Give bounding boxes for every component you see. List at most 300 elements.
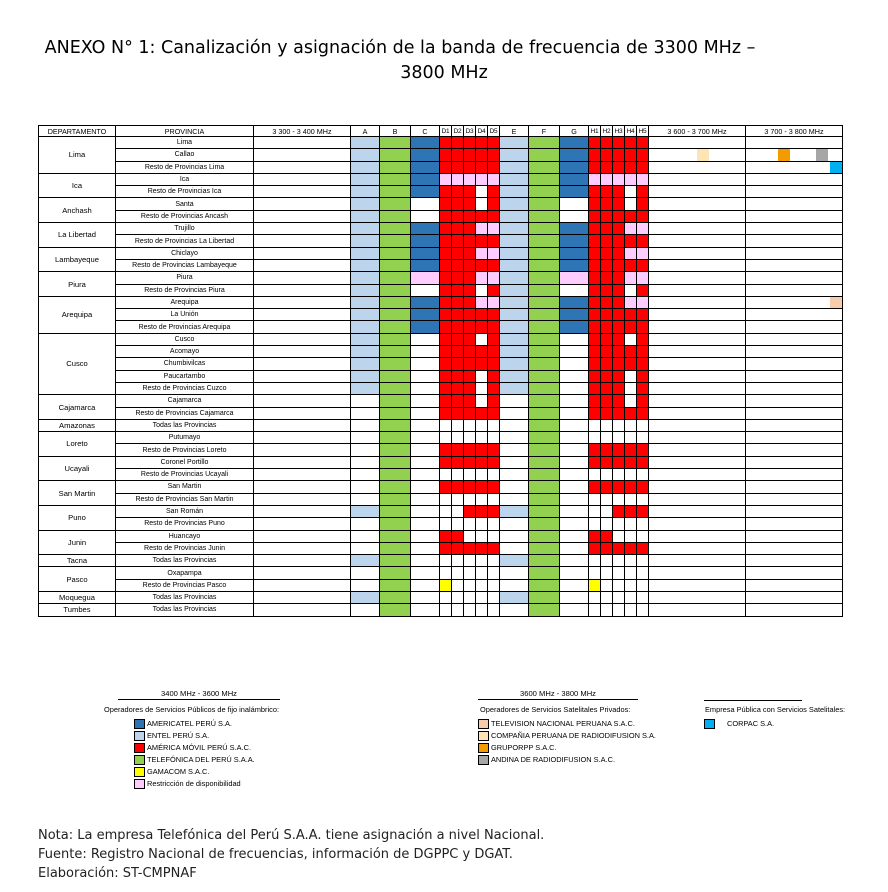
channel-cell (529, 370, 560, 382)
channel-cell (500, 530, 529, 542)
channel-cell (452, 505, 464, 517)
channel-cell (529, 161, 560, 173)
band-extra-cell (746, 382, 843, 394)
table-row (39, 235, 843, 247)
band-extra-cell (649, 530, 746, 542)
band-extra-cell (746, 395, 843, 407)
channel-cell (601, 395, 613, 407)
channel-cell (601, 272, 613, 284)
channel-cell (613, 321, 625, 333)
channel-cell (476, 198, 488, 210)
channel-cell (440, 210, 452, 222)
table-row (39, 591, 843, 603)
channel-cell (380, 395, 411, 407)
legend-swatch (134, 743, 145, 753)
title-line-2: 3800 MHz (400, 63, 488, 83)
department-cell: Tumbes (39, 604, 116, 616)
band-3300-3400-cell (254, 469, 351, 481)
channel-cell (625, 358, 637, 370)
channel-cell (440, 493, 452, 505)
band-3300-3400-cell (254, 346, 351, 358)
channel-cell (589, 247, 601, 259)
channel-cell (500, 518, 529, 530)
table-row (39, 469, 843, 481)
channel-cell (440, 259, 452, 271)
operator-marker (830, 162, 842, 173)
channel-cell (529, 309, 560, 321)
band-3300-3400-cell (254, 555, 351, 567)
channel-cell (589, 296, 601, 308)
channel-cell (351, 186, 380, 198)
table-row (39, 198, 843, 210)
channel-cell (637, 518, 649, 530)
channel-cell (601, 284, 613, 296)
channel-cell (589, 591, 601, 603)
department-cell: Cajamarca (39, 395, 116, 420)
channel-cell (500, 456, 529, 468)
channel-cell (637, 247, 649, 259)
legend-label: GRUPORPP S.A.C. (491, 743, 557, 752)
channel-cell (500, 284, 529, 296)
province-cell: Piura (116, 272, 254, 284)
band-extra-cell (649, 493, 746, 505)
channel-cell (380, 469, 411, 481)
channel-cell (488, 469, 500, 481)
band-extra-cell (649, 604, 746, 616)
channel-cell (589, 149, 601, 161)
band-3300-3400-cell (254, 223, 351, 235)
department-cell: Piura (39, 272, 116, 297)
band-3300-3400-cell (254, 333, 351, 345)
channel-cell (351, 555, 380, 567)
channel-cell (500, 419, 529, 431)
channel-cell (625, 530, 637, 542)
channel-cell (589, 346, 601, 358)
channel-cell (560, 137, 589, 149)
province-cell: Huancayo (116, 530, 254, 542)
channel-cell (601, 579, 613, 591)
channel-cell (529, 481, 560, 493)
channel-cell (452, 542, 464, 554)
channel-cell (380, 518, 411, 530)
channel-cell (380, 493, 411, 505)
channel-cell (589, 161, 601, 173)
channel-cell (637, 591, 649, 603)
frequency-allocation-table (38, 125, 843, 617)
channel-cell (351, 542, 380, 554)
band-extra-cell (746, 137, 843, 149)
channel-cell (625, 555, 637, 567)
channel-cell (351, 419, 380, 431)
channel-cell (452, 259, 464, 271)
band-extra-cell (746, 456, 843, 468)
channel-cell (440, 518, 452, 530)
channel-cell (452, 223, 464, 235)
channel-cell (560, 259, 589, 271)
legend-left-title: 3400 MHz - 3600 MHz (118, 689, 280, 700)
channel-cell (500, 333, 529, 345)
channel-cell (476, 530, 488, 542)
band-extra-cell (649, 567, 746, 579)
department-cell: La Libertad (39, 223, 116, 248)
channel-cell (380, 530, 411, 542)
band-extra-cell (746, 223, 843, 235)
channel-cell (464, 419, 476, 431)
legend-label: ANDINA DE RADIODIFUSION S.A.C. (491, 755, 616, 764)
channel-cell (488, 518, 500, 530)
channel-cell (440, 505, 452, 517)
department-cell: Anchash (39, 198, 116, 223)
channel-cell (476, 407, 488, 419)
channel-cell (440, 444, 452, 456)
channel-cell (625, 493, 637, 505)
channel-cell (613, 395, 625, 407)
channel-cell (464, 173, 476, 185)
channel-cell (440, 481, 452, 493)
band-extra-cell (746, 161, 843, 173)
channel-cell (637, 296, 649, 308)
channel-cell (452, 419, 464, 431)
band-extra-cell (649, 346, 746, 358)
channel-cell (589, 223, 601, 235)
channel-cell (613, 604, 625, 616)
channel-cell (488, 137, 500, 149)
channel-cell (613, 456, 625, 468)
band-extra-cell (746, 210, 843, 222)
channel-cell (637, 161, 649, 173)
band-extra-cell (746, 247, 843, 259)
channel-cell (464, 382, 476, 394)
channel-cell (440, 407, 452, 419)
channel-cell (500, 149, 529, 161)
channel-cell (440, 579, 452, 591)
channel-cell (625, 321, 637, 333)
table-row (39, 370, 843, 382)
channel-cell (488, 555, 500, 567)
legend-swatch (134, 719, 145, 729)
channel-cell (500, 555, 529, 567)
table-row (39, 247, 843, 259)
department-cell: Lima (39, 137, 116, 174)
table-row (39, 333, 843, 345)
channel-cell (601, 481, 613, 493)
band-3300-3400-cell (254, 161, 351, 173)
channel-cell (625, 407, 637, 419)
channel-cell (411, 321, 440, 333)
channel-cell (601, 309, 613, 321)
channel-cell (411, 137, 440, 149)
channel-cell (380, 346, 411, 358)
channel-cell (601, 530, 613, 542)
channel-cell (351, 591, 380, 603)
channel-cell (380, 542, 411, 554)
channel-cell (529, 259, 560, 271)
channel-cell (625, 579, 637, 591)
band-extra-cell (649, 395, 746, 407)
band-3300-3400-cell (254, 518, 351, 530)
channel-cell (637, 370, 649, 382)
channel-cell (380, 321, 411, 333)
table-row (39, 419, 843, 431)
channel-cell (452, 555, 464, 567)
channel-cell (452, 173, 464, 185)
channel-cell (488, 149, 500, 161)
channel-cell (488, 481, 500, 493)
channel-cell (452, 382, 464, 394)
channel-cell (440, 419, 452, 431)
channel-cell (452, 481, 464, 493)
channel-cell (637, 235, 649, 247)
band-extra-cell (746, 321, 843, 333)
legend-label: GAMACOM S.A.C. (147, 767, 210, 776)
band-extra-cell (746, 272, 843, 284)
channel-cell (560, 272, 589, 284)
table-row (39, 137, 843, 149)
channel-cell (500, 259, 529, 271)
channel-cell (601, 173, 613, 185)
band-extra-cell (746, 542, 843, 554)
channel-cell (560, 395, 589, 407)
legend-left-subtitle: Operadores de Servicios Públicos de fijo inalámbrico: (104, 705, 279, 714)
channel-cell (411, 395, 440, 407)
table-row (39, 210, 843, 222)
province-cell: Resto de Provincias Ancash (116, 210, 254, 222)
band-extra-cell (746, 149, 843, 161)
channel-cell (380, 173, 411, 185)
channel-cell (601, 432, 613, 444)
channel-cell (380, 149, 411, 161)
province-cell: Putumayo (116, 432, 254, 444)
band-3300-3400-cell (254, 407, 351, 419)
channel-cell (464, 370, 476, 382)
province-cell: Resto de Provincias Piura (116, 284, 254, 296)
channel-cell (529, 542, 560, 554)
channel-cell (589, 444, 601, 456)
band-3300-3400-cell (254, 395, 351, 407)
channel-cell (560, 173, 589, 185)
band-3300-3400-cell (254, 284, 351, 296)
channel-cell (613, 567, 625, 579)
band-3300-3400-cell (254, 137, 351, 149)
channel-cell (476, 481, 488, 493)
channel-cell (452, 210, 464, 222)
channel-cell (500, 137, 529, 149)
channel-cell (488, 210, 500, 222)
channel-cell (440, 542, 452, 554)
channel-cell (452, 432, 464, 444)
channel-cell (613, 173, 625, 185)
channel-cell (411, 346, 440, 358)
channel-cell (625, 259, 637, 271)
channel-cell (529, 407, 560, 419)
channel-cell (411, 309, 440, 321)
channel-cell (476, 186, 488, 198)
table-row (39, 505, 843, 517)
band-3300-3400-cell (254, 530, 351, 542)
band-extra-cell (649, 505, 746, 517)
channel-cell (488, 186, 500, 198)
legend-item (134, 778, 241, 789)
channel-cell (625, 444, 637, 456)
column-header: H1 (589, 126, 601, 137)
channel-cell (464, 198, 476, 210)
channel-cell (380, 579, 411, 591)
document-title (0, 36, 888, 86)
column-header: E (500, 126, 529, 137)
band-extra-cell (649, 444, 746, 456)
legend-swatch (134, 779, 145, 789)
channel-cell (464, 432, 476, 444)
channel-cell (500, 161, 529, 173)
channel-cell (560, 419, 589, 431)
channel-cell (529, 296, 560, 308)
table-row (39, 296, 843, 308)
legend-swatch (134, 731, 145, 741)
channel-cell (613, 469, 625, 481)
channel-cell (613, 296, 625, 308)
channel-cell (476, 604, 488, 616)
channel-cell (488, 579, 500, 591)
channel-cell (464, 579, 476, 591)
channel-cell (351, 235, 380, 247)
province-cell: Resto de Provincias Pasco (116, 579, 254, 591)
channel-cell (476, 149, 488, 161)
legend-item (134, 766, 209, 777)
channel-cell (351, 198, 380, 210)
table-row (39, 407, 843, 419)
channel-cell (488, 407, 500, 419)
channel-cell (529, 432, 560, 444)
column-header: D1 (440, 126, 452, 137)
legend-swatch (478, 743, 489, 753)
legend-swatch (478, 755, 489, 765)
table-row (39, 530, 843, 542)
channel-cell (411, 481, 440, 493)
province-cell: Resto de Provincias San Martin (116, 493, 254, 505)
channel-cell (380, 333, 411, 345)
channel-cell (529, 137, 560, 149)
table-row (39, 382, 843, 394)
channel-cell (464, 505, 476, 517)
province-cell: Cusco (116, 333, 254, 345)
channel-cell (351, 530, 380, 542)
channel-cell (476, 493, 488, 505)
channel-cell (351, 481, 380, 493)
band-extra-cell (746, 173, 843, 185)
channel-cell (411, 333, 440, 345)
channel-cell (351, 284, 380, 296)
channel-cell (625, 505, 637, 517)
channel-cell (560, 481, 589, 493)
channel-cell (351, 259, 380, 271)
channel-cell (529, 469, 560, 481)
channel-cell (637, 432, 649, 444)
channel-cell (560, 296, 589, 308)
channel-cell (411, 296, 440, 308)
channel-cell (529, 198, 560, 210)
channel-cell (488, 493, 500, 505)
channel-cell (464, 395, 476, 407)
channel-cell (589, 505, 601, 517)
channel-cell (500, 296, 529, 308)
channel-cell (601, 247, 613, 259)
channel-cell (625, 235, 637, 247)
channel-cell (411, 247, 440, 259)
band-extra-cell (746, 333, 843, 345)
channel-cell (625, 137, 637, 149)
channel-cell (529, 333, 560, 345)
channel-cell (637, 419, 649, 431)
band-extra-cell (746, 530, 843, 542)
table-row (39, 161, 843, 173)
channel-cell (560, 382, 589, 394)
channel-cell (613, 555, 625, 567)
channel-cell (411, 432, 440, 444)
channel-cell (488, 284, 500, 296)
legend-label: TELEVISION NACIONAL PERUANA S.A.C. (491, 719, 635, 728)
channel-cell (488, 604, 500, 616)
channel-cell (464, 346, 476, 358)
channel-cell (589, 432, 601, 444)
legend-label: TELEFÓNICA DEL PERÚ S.A.A. (147, 755, 255, 764)
channel-cell (440, 530, 452, 542)
channel-cell (625, 223, 637, 235)
band-3300-3400-cell (254, 358, 351, 370)
channel-cell (476, 395, 488, 407)
channel-cell (452, 469, 464, 481)
band-extra-cell (746, 296, 843, 308)
channel-cell (488, 333, 500, 345)
channel-cell (601, 161, 613, 173)
channel-cell (613, 309, 625, 321)
channel-cell (440, 370, 452, 382)
channel-cell (411, 198, 440, 210)
channel-cell (440, 469, 452, 481)
operator-marker (697, 149, 709, 160)
department-cell: Cusco (39, 333, 116, 394)
channel-cell (601, 493, 613, 505)
channel-cell (380, 456, 411, 468)
province-cell: Resto de Provincias Arequipa (116, 321, 254, 333)
channel-cell (601, 296, 613, 308)
channel-cell (380, 432, 411, 444)
table-row (39, 321, 843, 333)
channel-cell (625, 161, 637, 173)
channel-cell (452, 358, 464, 370)
channel-cell (440, 567, 452, 579)
department-cell: Arequipa (39, 296, 116, 333)
channel-cell (529, 395, 560, 407)
channel-cell (411, 555, 440, 567)
table-row (39, 223, 843, 235)
channel-cell (613, 407, 625, 419)
channel-cell (452, 309, 464, 321)
band-extra-cell (746, 444, 843, 456)
channel-cell (440, 456, 452, 468)
legend-label: Restricción de disponibilidad (147, 779, 241, 788)
department-cell: Loreto (39, 432, 116, 457)
channel-cell (452, 284, 464, 296)
channel-cell (380, 555, 411, 567)
channel-cell (351, 309, 380, 321)
channel-cell (440, 604, 452, 616)
table-row (39, 259, 843, 271)
province-cell: Arequipa (116, 296, 254, 308)
channel-cell (589, 137, 601, 149)
channel-cell (560, 309, 589, 321)
channel-cell (351, 518, 380, 530)
channel-cell (476, 321, 488, 333)
